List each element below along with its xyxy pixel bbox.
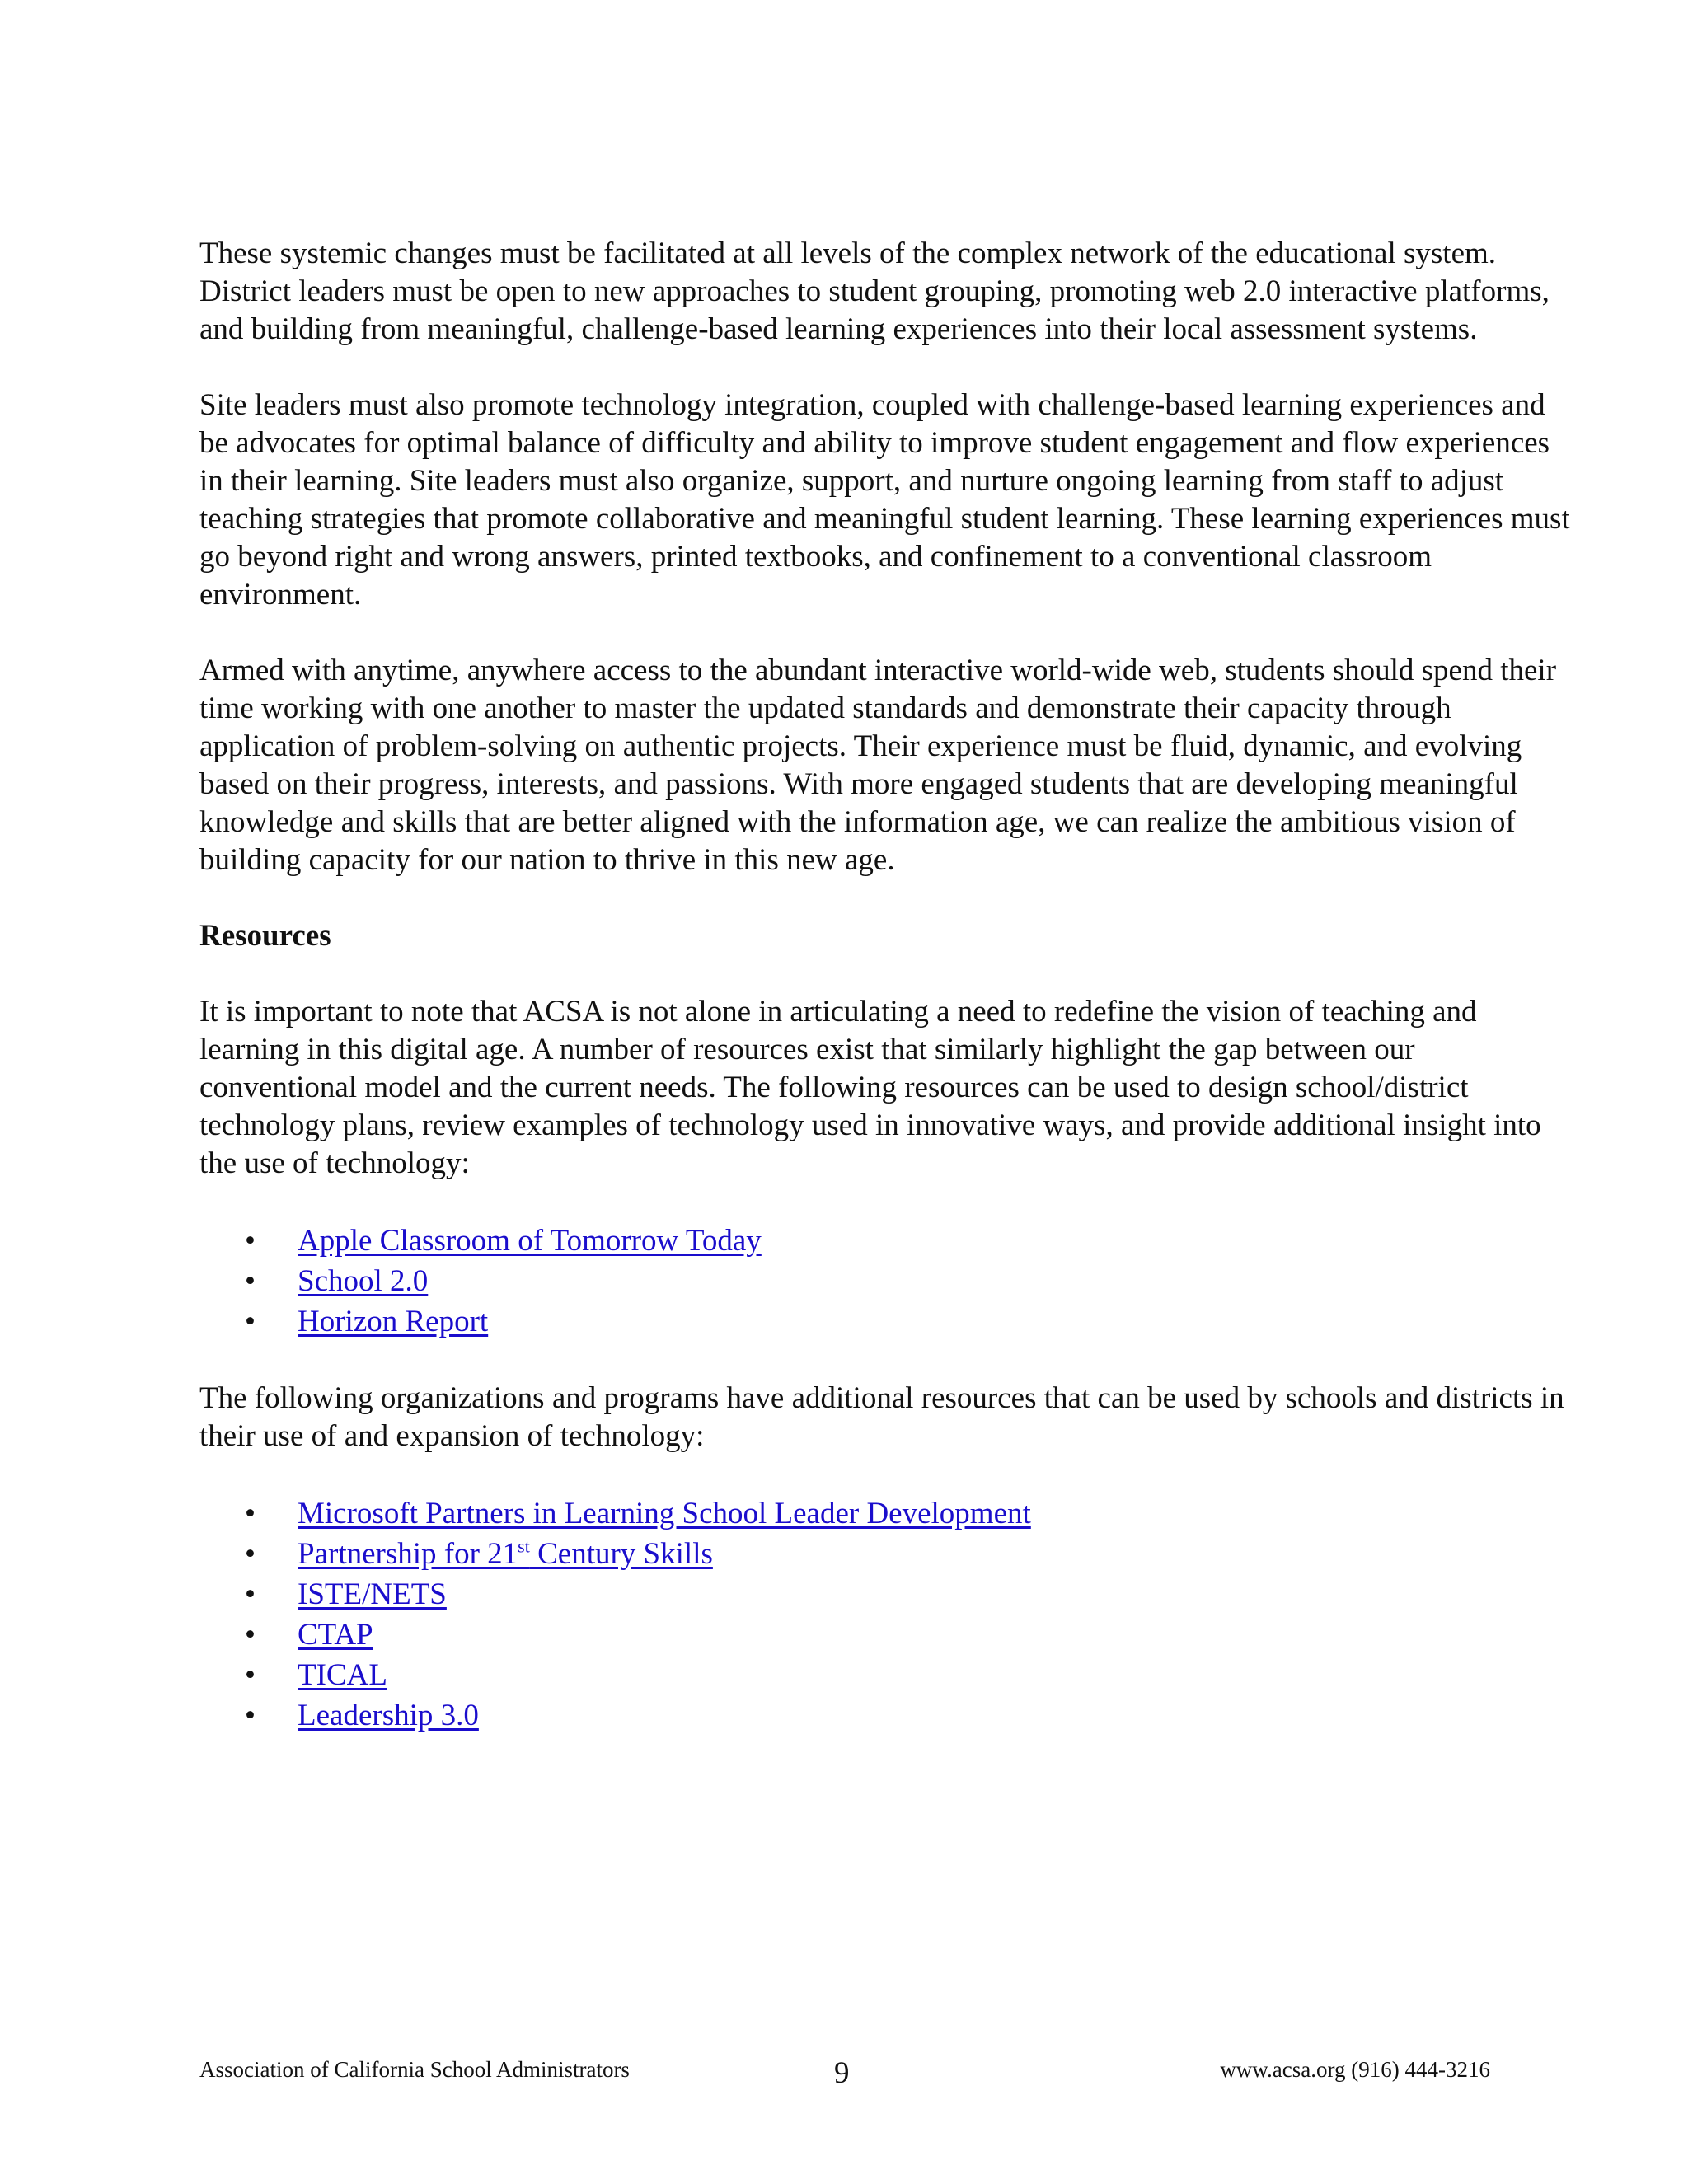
link-iste-nets[interactable]: ISTE/NETS bbox=[298, 1577, 447, 1611]
bullet-icon: • bbox=[245, 1224, 256, 1258]
paragraph-students: Armed with anytime, anywhere access to the abundant interactive world-wide web, students should spend their time working with one another to master the updated standards and demonstrate their capacity through application of problem-solving on authentic projects. Their experience must be fluid, dynamic, and evolving based on their progress, interests, and passions. With more engaged students that are developing meaningful knowledge and skills that are better aligned with the information age, we can realize the ambitious vision of building capacity for our nation to thrive in this new age. bbox=[199, 654, 1557, 877]
link-text-start: Partnership for 21 bbox=[298, 1537, 518, 1571]
link-ctap[interactable]: CTAP bbox=[298, 1618, 373, 1652]
bullet-icon: • bbox=[245, 1497, 256, 1530]
organization-link-list bbox=[199, 1493, 1576, 1736]
list-item bbox=[199, 1301, 1576, 1342]
list-item bbox=[199, 1574, 1576, 1615]
bullet-icon: • bbox=[245, 1305, 256, 1338]
link-horizon-report[interactable]: Horizon Report bbox=[298, 1305, 489, 1338]
bullet-icon: • bbox=[245, 1658, 256, 1692]
resource-link-list bbox=[199, 1221, 1576, 1342]
bullet-icon: • bbox=[245, 1577, 256, 1611]
list-item bbox=[199, 1655, 1576, 1695]
link-superscript: st bbox=[518, 1535, 530, 1557]
page-body bbox=[199, 235, 1576, 1774]
bullet-icon: • bbox=[245, 1537, 256, 1571]
bullet-icon: • bbox=[245, 1699, 256, 1732]
paragraph-resources-intro: It is important to note that ACSA is not alone in articulating a need to redefine the vision of teaching and learning in this digital age. A number of resources exist that similarly highlight the gap between our conventional model and the current needs. The following resources can be used to design school/district technology plans, review examples of technology used in innovative ways, and provide additional insight into the use of technology: bbox=[199, 995, 1541, 1180]
list-item bbox=[199, 1695, 1576, 1736]
footer-contact: www.acsa.org (916) 444-3216 bbox=[1220, 2057, 1490, 2082]
paragraph-district-leaders: These systemic changes must be facilitated at all levels of the complex network of the educational system. District leaders must be open to new approaches to student grouping, promoting web 2.0 interactive platforms, and building from meaningful, challenge-based learning experiences into their local assessment systems. bbox=[199, 237, 1550, 346]
paragraph-organizations-intro: The following organizations and programs have additional resources that can be used by schools and districts in their use of and expansion of technology: bbox=[199, 1381, 1564, 1453]
list-item bbox=[199, 1493, 1576, 1534]
link-tical[interactable]: TICAL bbox=[298, 1658, 387, 1692]
link-school-2-0[interactable]: School 2.0 bbox=[298, 1264, 429, 1298]
page-footer bbox=[199, 2057, 1490, 2090]
link-apple-classroom[interactable]: Apple Classroom of Tomorrow Today bbox=[298, 1224, 762, 1258]
list-item bbox=[199, 1221, 1576, 1261]
page-number: 9 bbox=[834, 2056, 850, 2090]
bullet-icon: • bbox=[245, 1618, 256, 1652]
footer-organization-name: Association of California School Administrators bbox=[199, 2057, 630, 2082]
link-partnership-21st-century[interactable] bbox=[298, 1537, 713, 1571]
list-item bbox=[199, 1534, 1576, 1574]
list-item bbox=[199, 1615, 1576, 1655]
link-text-end: Century Skills bbox=[529, 1537, 713, 1571]
paragraph-site-leaders: Site leaders must also promote technology integration, coupled with challenge-based learning experiences and be advocates for optimal balance of difficulty and ability to improve student engagement and flow experiences in their learning. Site leaders must also organize, support, and nurture ongoing learning from staff to adjust teaching strategies that promote collaborative and meaningful student learning. These learning experiences must go beyond right and wrong answers, printed textbooks, and confinement to a conventional classroom environment. bbox=[199, 388, 1570, 612]
resources-heading: Resources bbox=[199, 919, 331, 953]
link-microsoft-partners[interactable]: Microsoft Partners in Learning School Leader Development bbox=[298, 1497, 1031, 1530]
list-item bbox=[199, 1261, 1576, 1301]
link-leadership-3-0[interactable]: Leadership 3.0 bbox=[298, 1699, 479, 1732]
bullet-icon: • bbox=[245, 1264, 256, 1298]
